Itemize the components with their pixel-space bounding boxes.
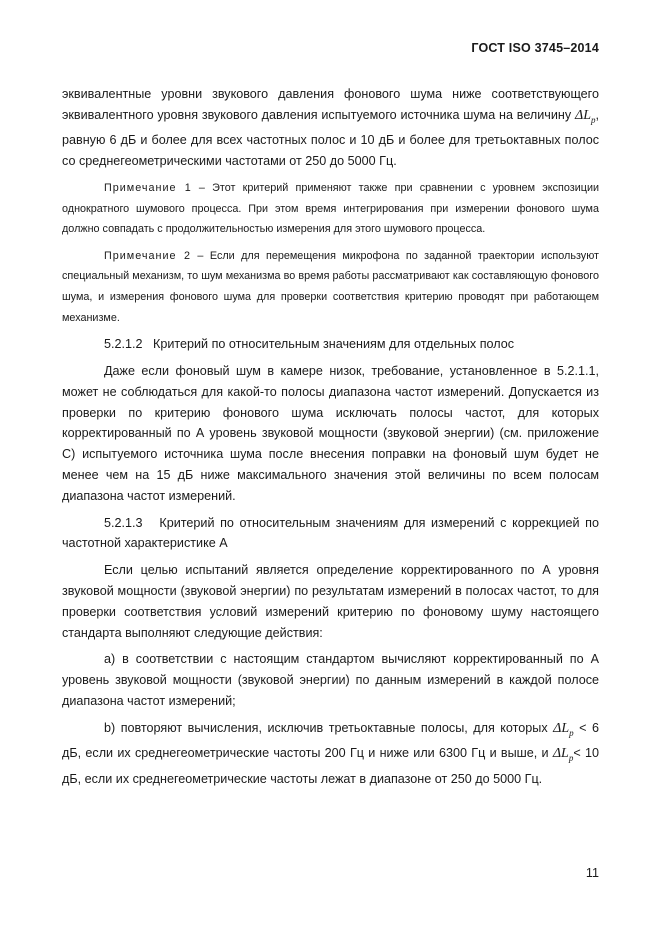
note-text: – Этот критерий применяют также при сравнении с уровнем экспозиции однократного шумового процесса. При этом время интегрирования при измерении фонового шума должно совпадать с продолжительностью измерения для этого шумового процесса. (62, 181, 600, 236)
page-number: 11 (585, 866, 599, 880)
delta-lp-symbol (552, 746, 574, 764)
list-item-a: a) в соответствии с настоящим стандартом вычисляют корректированный по А уровень звуковой мощности (звуковой энергии) по данным измерений в каждой полосе диапазона частот измерений; (62, 652, 599, 708)
document-header: ГОСТ ISO 3745–2014 (471, 41, 599, 55)
symbol-subscript: p (568, 753, 574, 764)
paragraph-text: < 6 дБ, если их среднегеометрические частоты 200 Гц и ниже или 6300 Гц и выше, и (62, 720, 599, 761)
note-1 (62, 178, 599, 240)
paragraph-text: , равную 6 дБ и более для всех частотных полос и 10 дБ и более для третьоктавных полос со среднегеометрическими частотами от 250 до 5000 Гц. (62, 107, 599, 169)
delta-lp-symbol (575, 108, 596, 123)
section-heading-5-2-1-3: 5.2.1.3 Критерий по относительным значениям для измерений с коррекцией по частотной характеристике А (62, 515, 603, 551)
note-label: Примечание 2 (104, 249, 191, 262)
paragraph: Если целью испытаний является определение корректированного по А уровня звуковой мощности (звуковой энергии) по результатам измерений в полосах частот, то для проверки соответствия условий измерений критерию по фоновому шуму настоящего стандарта выполняют следующие действия: (62, 563, 599, 640)
section-heading-5-2-1-2: 5.2.1.2 Критерий по относительным значениям для отдельных полос (104, 337, 515, 352)
symbol-text: ΔL (574, 107, 591, 123)
delta-lp-symbol (553, 721, 574, 736)
note-label: Примечание 1 (104, 181, 192, 194)
note-2 (62, 246, 599, 328)
paragraph-continuation (62, 84, 599, 172)
symbol-subscript: p (569, 727, 574, 738)
symbol-subscript: p (591, 114, 596, 125)
page-body (62, 84, 603, 796)
symbol-text: ΔL (552, 746, 569, 762)
paragraph: Даже если фоновый шум в камере низок, требование, установленное в 5.2.1.1, может не соблюдаться для какой-то полосы диапазона частот измерений. Допускается из проверки по критерию фонового шума исключать полосы частот, для которых корректированный по А уровень звуковой мощности (звуковой энергии) (см. приложение С) испытуемого источника шума после внесения поправки на фоновый шум будет не менее чем на 15 дБ ниже максимального значения этой величины по всем полосам диапазона частот измерений. (62, 363, 599, 503)
paragraph-text: b) повторяют вычисления, исключив третьоктавные полосы, для которых (104, 720, 554, 735)
paragraph-text: эквивалентные уровни звукового давления фонового шума ниже соответствующего эквивалентного уровня звукового давления испытуемого источника шума на величину (62, 87, 599, 122)
paragraph-text: < 10 дБ, если их среднегеометрические частоты лежат в диапазоне от 250 до 5000 Гц. (62, 746, 599, 786)
note-text: – Если для перемещения микрофона по заданной траектории используют специальный механизм, то шум механизма во время работы рассматривают как составляющую фонового шума, и измерения фонового шума для проверки соответствия критерию проводят при работающем механизме. (62, 249, 599, 324)
list-item-b (62, 718, 599, 790)
symbol-text: ΔL (553, 720, 570, 736)
